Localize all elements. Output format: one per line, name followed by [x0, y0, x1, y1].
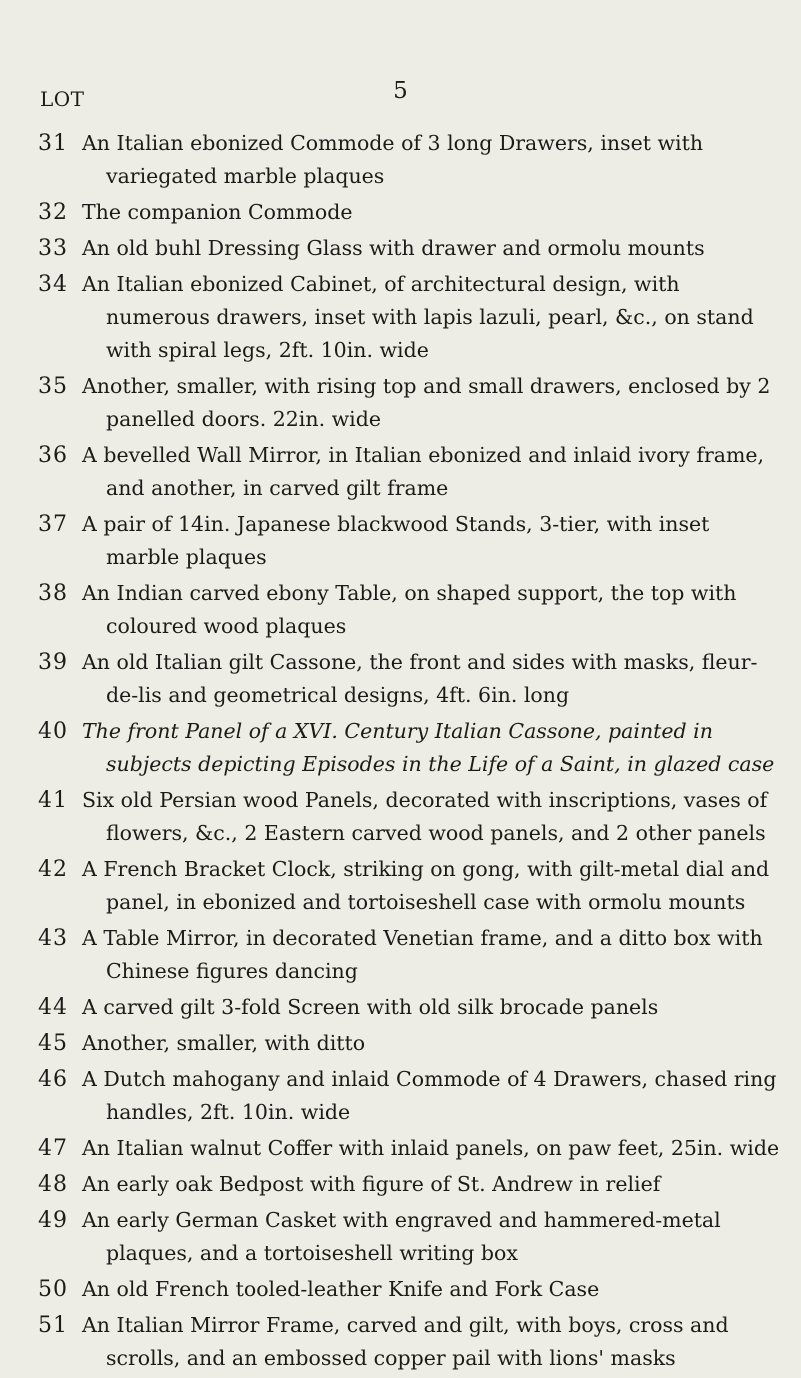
lot-description: An Indian carved ebony Table, on shaped support, the top with coloured wood plaques	[82, 581, 737, 638]
page-number: 5	[393, 78, 408, 104]
lot-entry	[0, 1309, 801, 1375]
lot-entry	[0, 232, 801, 265]
lot-description: An early German Casket with engraved and hammered-metal plaques, and a tortoiseshell writing box	[82, 1208, 721, 1265]
lot-description: A bevelled Wall Mirror, in Italian ebonized and inlaid ivory frame, and another, in carved gilt frame	[82, 443, 765, 500]
lot-number: 43	[38, 926, 68, 951]
lot-number: 41	[38, 788, 68, 813]
lot-number: 34	[38, 272, 68, 297]
lot-number: 51	[38, 1313, 68, 1338]
lot-description: A pair of 14in. Japanese blackwood Stands, 3-tier, with inset marble plaques	[82, 512, 710, 569]
lot-description: A Dutch mahogany and inlaid Commode of 4 Drawers, chased ring handles, 2ft. 10in. wide	[82, 1067, 777, 1124]
lot-entry	[0, 1063, 801, 1129]
lot-description: An Italian ebonized Commode of 3 long Drawers, inset with variegated marble plaques	[82, 131, 704, 188]
lot-description: An old Italian gilt Cassone, the front and sides with masks, fleur-de-lis and geometrical designs, 4ft. 6in. long	[82, 650, 758, 707]
lot-entry	[0, 127, 801, 193]
lot-entry	[0, 853, 801, 919]
lot-number: 49	[38, 1208, 68, 1233]
lot-entry	[0, 922, 801, 988]
lot-description: An old French tooled-leather Knife and Fork Case	[82, 1277, 600, 1301]
lot-number: 33	[38, 236, 68, 261]
lot-number: 35	[38, 374, 68, 399]
lot-entry	[0, 577, 801, 643]
lot-number: 42	[38, 857, 68, 882]
lot-number: 48	[38, 1172, 68, 1197]
lot-entry	[0, 1204, 801, 1270]
lot-entry	[0, 508, 801, 574]
lot-entry	[0, 646, 801, 712]
lot-description: An Italian walnut Coffer with inlaid panels, on paw feet, 25in. wide	[82, 1136, 780, 1160]
lot-number: 45	[38, 1031, 68, 1056]
lot-description: A French Bracket Clock, striking on gong, with gilt-metal dial and panel, in ebonized and tortoiseshell case with ormolu mounts	[82, 857, 770, 914]
lot-entry	[0, 1168, 801, 1201]
lot-entry	[0, 1027, 801, 1060]
lot-entry	[0, 196, 801, 229]
lot-number: 38	[38, 581, 68, 606]
lot-description: Six old Persian wood Panels, decorated with inscriptions, vases of flowers, &c., 2 Eastern carved wood panels, and 2 other panels	[82, 788, 768, 845]
lot-number: 44	[38, 995, 68, 1020]
lot-description: The front Panel of a XVI. Century Italian Cassone, painted in subjects depicting Episodes in the Life of a Saint, in glazed case	[82, 719, 775, 776]
lot-description: The companion Commode	[82, 200, 353, 224]
lot-entry	[0, 1273, 801, 1306]
lot-entry	[0, 784, 801, 850]
lot-number: 32	[38, 200, 68, 225]
lot-description: An Italian ebonized Cabinet, of architectural design, with numerous drawers, inset with lapis lazuli, pearl, &c., on stand with spiral legs, 2ft. 10in. wide	[82, 272, 754, 362]
lot-entry	[0, 991, 801, 1024]
lot-number: 39	[38, 650, 68, 675]
lot-number: 31	[38, 131, 68, 156]
lot-number: 40	[38, 719, 68, 744]
lot-entry	[0, 268, 801, 367]
lot-number: 37	[38, 512, 68, 537]
lot-entry	[0, 439, 801, 505]
lot-description: An Italian Mirror Frame, carved and gilt, with boys, cross and scrolls, and an embossed copper pail with lions' masks	[82, 1313, 729, 1370]
lot-description: Another, smaller, with rising top and small drawers, enclosed by 2 panelled doors. 22in. wide	[82, 374, 771, 431]
lot-entry	[0, 715, 801, 781]
lot-number: 50	[38, 1277, 68, 1302]
lot-entry	[0, 1132, 801, 1165]
lot-description: An early oak Bedpost with figure of St. Andrew in relief	[82, 1172, 661, 1196]
lot-description: Another, smaller, with ditto	[82, 1031, 366, 1055]
lot-list	[0, 127, 801, 1378]
lot-description: A carved gilt 3-fold Screen with old silk brocade panels	[82, 995, 659, 1019]
lot-number: 36	[38, 443, 68, 468]
lot-description: An old buhl Dressing Glass with drawer and ormolu mounts	[82, 236, 705, 260]
lot-column-header: LOT	[40, 87, 85, 111]
lot-number: 47	[38, 1136, 68, 1161]
lot-entry	[0, 370, 801, 436]
lot-description: A Table Mirror, in decorated Venetian frame, and a ditto box with Chinese figures dancing	[82, 926, 763, 983]
lot-number: 46	[38, 1067, 68, 1092]
